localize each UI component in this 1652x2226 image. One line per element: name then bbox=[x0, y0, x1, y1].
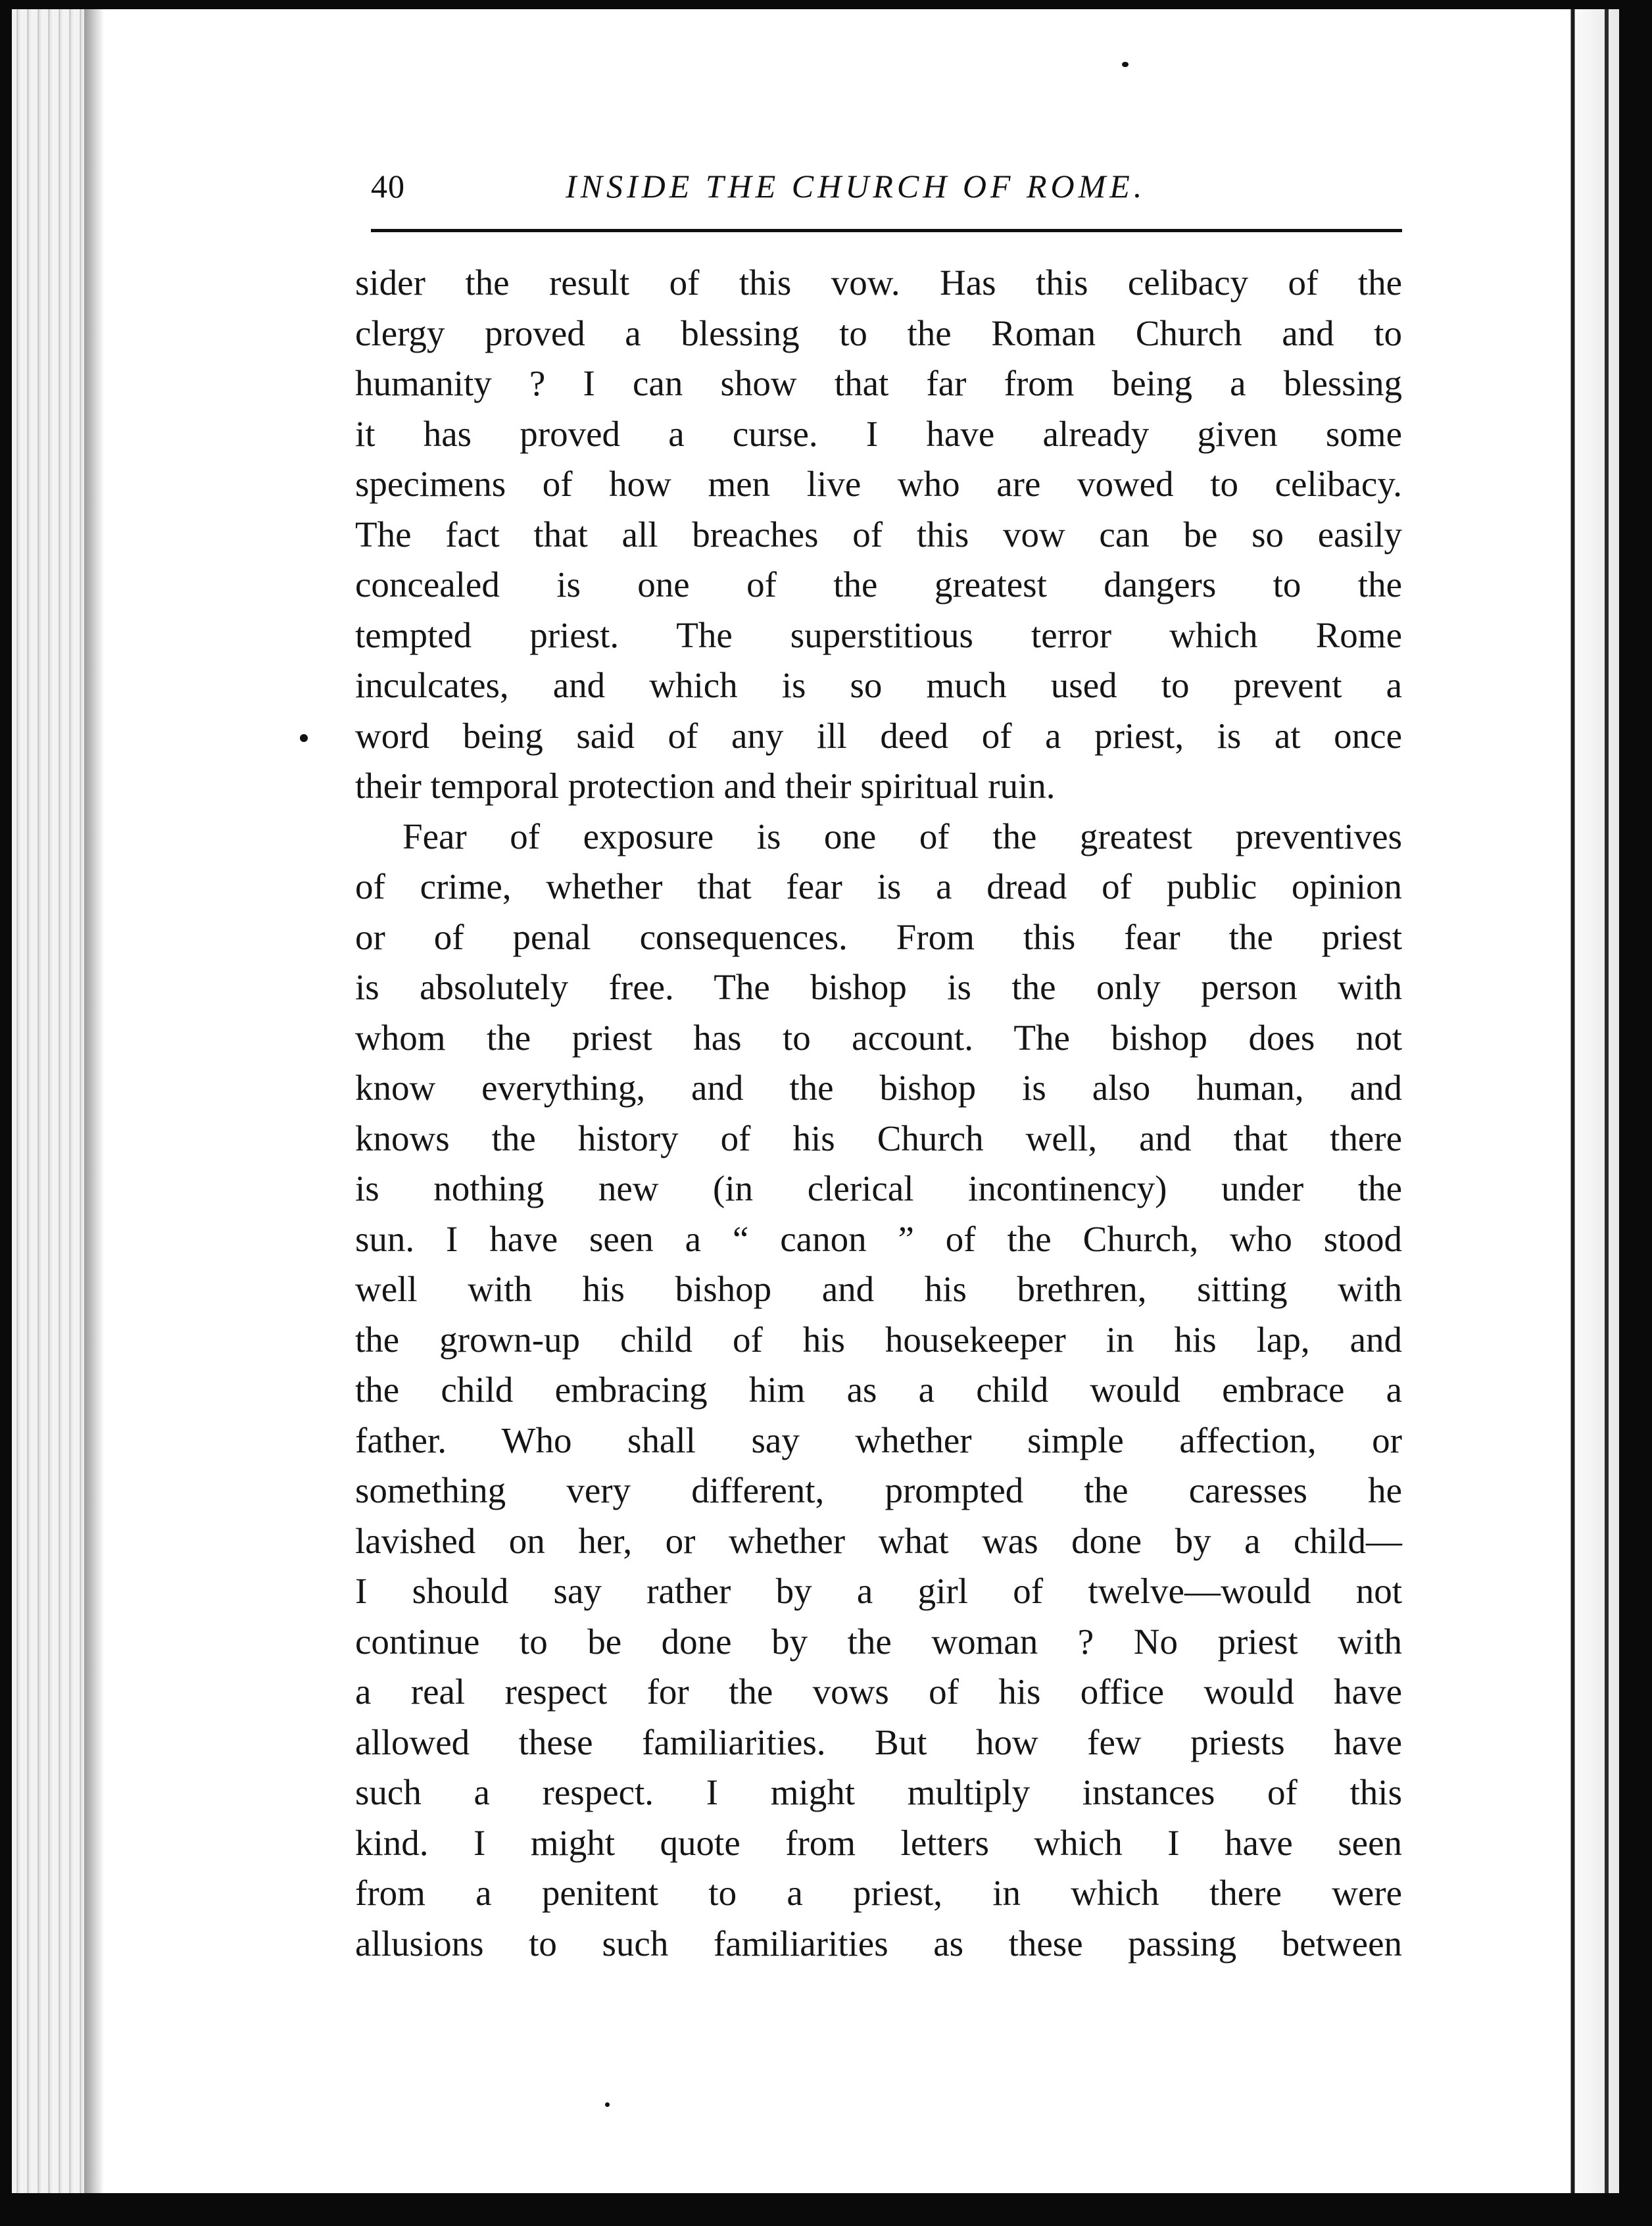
text-line: such a respect. I might multiply instances of this bbox=[355, 1772, 1402, 1812]
text-line: lavished on her, or whether what was done by a child— bbox=[355, 1520, 1402, 1561]
text-line: clergy proved a blessing to the Roman Church and to bbox=[355, 312, 1402, 353]
scan-speck bbox=[605, 2102, 610, 2107]
text-line: concealed is one of the greatest dangers to the bbox=[355, 564, 1402, 605]
text-line: it has proved a curse. I have already given some bbox=[355, 413, 1402, 454]
text-line: tempted priest. The superstitious terror which Rome bbox=[355, 614, 1402, 655]
text-line: is absolutely free. The bishop is the only person with bbox=[355, 967, 1402, 1007]
scan-border-top bbox=[0, 0, 1652, 9]
running-head bbox=[355, 158, 1402, 217]
body-text bbox=[355, 258, 1402, 1969]
text-line: word being said of any ill deed of a priest, is at once bbox=[355, 715, 1402, 756]
text-line: father. Who shall say whether simple affection, or bbox=[355, 1420, 1402, 1460]
text-line: specimens of how men live who are vowed to celibacy. bbox=[355, 464, 1402, 504]
text-line: from a penitent to a priest, in which there were bbox=[355, 1873, 1402, 1913]
text-line: know everything, and the bishop is also human, and bbox=[355, 1068, 1402, 1108]
text-line: a real respect for the vows of his office would have bbox=[355, 1671, 1402, 1712]
running-title: INSIDE THE CHURCH OF ROME. bbox=[566, 168, 1146, 205]
text-line: is nothing new (in clerical incontinency) under the bbox=[355, 1168, 1402, 1208]
text-line: kind. I might quote from letters which I have seen bbox=[355, 1822, 1402, 1863]
text-line: continue to be done by the woman ? No priest with bbox=[355, 1621, 1402, 1662]
text-line: whom the priest has to account. The bishop does not bbox=[355, 1017, 1402, 1058]
text-line: allusions to such familiarities as these passing between bbox=[355, 1923, 1402, 1964]
scan-border-bottom bbox=[0, 2193, 1652, 2226]
text-line: their temporal protection and their spiritual ruin. bbox=[355, 766, 1056, 806]
scan-border-left bbox=[0, 0, 12, 2226]
text-line: inculcates, and which is so much used to prevent a bbox=[355, 665, 1402, 705]
paragraph-1 bbox=[355, 258, 1402, 812]
text-line: The fact that all breaches of this vow can be so easily bbox=[355, 514, 1402, 555]
text-line: or of penal consequences. From this fear the priest bbox=[355, 916, 1402, 957]
text-line: sider the result of this vow. Has this celibacy of the bbox=[355, 262, 1402, 303]
page-number: 40 bbox=[371, 168, 405, 205]
text-line: of crime, whether that fear is a dread of public opinion bbox=[355, 866, 1402, 906]
text-line: the grown-up child of his housekeeper in his lap, and bbox=[355, 1319, 1402, 1360]
text-line: well with his bishop and his brethren, sitting with bbox=[355, 1269, 1402, 1309]
text-line: knows the history of his Church well, and that there bbox=[355, 1118, 1402, 1158]
book-page bbox=[355, 158, 1402, 1964]
scan-speck bbox=[1122, 62, 1129, 67]
paragraph-2 bbox=[355, 812, 1402, 1969]
book-page-edges-right bbox=[1569, 9, 1619, 2193]
text-line: humanity ? I can show that far from being a blessing bbox=[355, 363, 1402, 403]
gutter-shadow bbox=[84, 9, 104, 2193]
text-line: sun. I have seen a “ canon ” of the Church, who stood bbox=[355, 1218, 1402, 1259]
text-line: I should say rather by a girl of twelve—would not bbox=[355, 1571, 1402, 1611]
text-line: allowed these familiarities. But how few priests have bbox=[355, 1721, 1402, 1762]
text-line: Fear of exposure is one of the greatest preventives bbox=[402, 816, 1402, 856]
header-rule bbox=[371, 229, 1402, 232]
book-page-edges-left bbox=[12, 9, 84, 2193]
book-spine-line bbox=[1605, 9, 1609, 2193]
text-line: the child embracing him as a child would embrace a bbox=[355, 1370, 1402, 1410]
scan-border-right bbox=[1619, 0, 1652, 2226]
text-line: something very different, prompted the caresses he bbox=[355, 1470, 1402, 1510]
scan-speck bbox=[300, 734, 308, 742]
